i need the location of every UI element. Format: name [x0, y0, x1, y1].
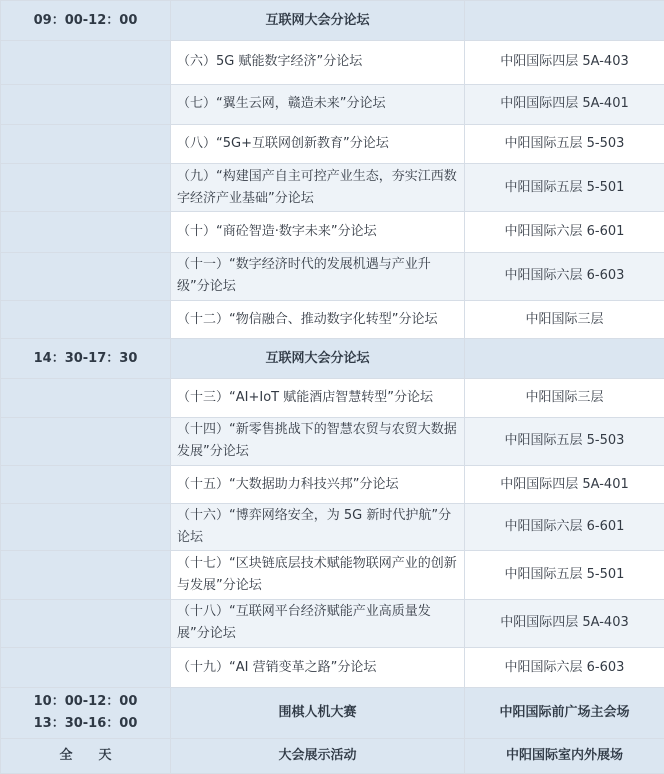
session-name: （十二）“物信融合、推动数字化转型”分论坛 [171, 300, 465, 338]
time-slot-text: 全 天 [59, 747, 112, 763]
session-venue: 中阳国际三层 [465, 379, 664, 417]
time-slot-spacer [1, 41, 171, 84]
session-venue: 中阳国际五层 5-503 [465, 417, 664, 465]
session-row [1, 504, 664, 551]
session-row [1, 124, 664, 163]
time-slot-text: 13：30-16：00 [33, 715, 138, 731]
session-name: （十）“商砼智造·数字未来”分论坛 [171, 212, 465, 252]
session-name: （十七）“区块链底层技术赋能物联网产业的创新与发展”分论坛 [171, 551, 465, 599]
time-slot-spacer [1, 252, 171, 300]
session-venue: 中阳国际四层 5A-401 [465, 84, 664, 124]
block-title: 互联网大会分论坛 [171, 339, 465, 379]
session-venue: 中阳国际五层 5-501 [465, 551, 664, 599]
time-slot-spacer [1, 164, 171, 212]
session-row [1, 648, 664, 688]
venue-cell-empty [465, 1, 664, 41]
session-row [1, 551, 664, 599]
session-name: （十六）“博弈网络安全，为 5G 新时代护航”分论坛 [171, 504, 465, 551]
time-slot-spacer [1, 648, 171, 688]
session-name: （十八）“互联网平台经济赋能产业高质量发展”分论坛 [171, 599, 465, 647]
time-slot-spacer [1, 84, 171, 124]
time-slot-spacer [1, 124, 171, 163]
time-slot [1, 1, 171, 41]
event-row-exhibition [1, 738, 664, 773]
session-row [1, 417, 664, 465]
session-row [1, 164, 664, 212]
session-venue: 中阳国际三层 [465, 300, 664, 338]
session-row [1, 252, 664, 300]
event-venue: 中阳国际室内外展场 [465, 738, 664, 773]
time-slot [1, 688, 171, 738]
session-name: （七）“翼生云网，赣造未来”分论坛 [171, 84, 465, 124]
event-venue: 中阳国际前广场主会场 [465, 688, 664, 738]
event-title: 围棋人机大赛 [171, 688, 465, 738]
time-slot-spacer [1, 417, 171, 465]
session-venue: 中阳国际六层 6-603 [465, 648, 664, 688]
session-row [1, 599, 664, 647]
time-slot-spacer [1, 465, 171, 503]
session-name: （六）5G 赋能数字经济”分论坛 [171, 41, 465, 84]
block-header-row [1, 339, 664, 379]
session-name: （九）“构建国产自主可控产业生态，夯实江西数字经济产业基础”分论坛 [171, 164, 465, 212]
session-name: （十一）“数字经济时代的发展机遇与产业升级”分论坛 [171, 252, 465, 300]
session-name: （八）“5G+互联网创新教育”分论坛 [171, 124, 465, 163]
session-venue: 中阳国际六层 6-601 [465, 504, 664, 551]
session-name: （十五）“大数据助力科技兴邦”分论坛 [171, 465, 465, 503]
schedule-body [1, 1, 664, 774]
session-row [1, 379, 664, 417]
event-row-go [1, 688, 664, 738]
session-venue: 中阳国际六层 6-601 [465, 212, 664, 252]
session-name: （十三）“AI+IoT 赋能酒店智慧转型”分论坛 [171, 379, 465, 417]
session-row [1, 465, 664, 503]
time-slot-spacer [1, 599, 171, 647]
session-name: （十四）“新零售挑战下的智慧农贸与农贸大数据发展”分论坛 [171, 417, 465, 465]
event-title: 大会展示活动 [171, 738, 465, 773]
time-slot [1, 738, 171, 773]
time-slot-text: 14：30-17：30 [33, 350, 138, 366]
time-slot-text: 09：00-12：00 [33, 12, 138, 28]
time-slot-spacer [1, 300, 171, 338]
block-header-row [1, 1, 664, 41]
block-title: 互联网大会分论坛 [171, 1, 465, 41]
time-slot-text: 10：00-12：00 [33, 693, 138, 709]
session-venue: 中阳国际四层 5A-403 [465, 41, 664, 84]
session-venue: 中阳国际五层 5-503 [465, 124, 664, 163]
time-slot [1, 339, 171, 379]
session-row [1, 41, 664, 84]
session-venue: 中阳国际四层 5A-403 [465, 599, 664, 647]
session-row [1, 84, 664, 124]
session-venue: 中阳国际四层 5A-401 [465, 465, 664, 503]
session-row [1, 212, 664, 252]
venue-cell-empty [465, 339, 664, 379]
session-venue: 中阳国际六层 6-603 [465, 252, 664, 300]
session-name: （十九）“AI 营销变革之路”分论坛 [171, 648, 465, 688]
time-slot-spacer [1, 504, 171, 551]
time-slot-spacer [1, 551, 171, 599]
time-slot-spacer [1, 212, 171, 252]
session-row [1, 300, 664, 338]
session-venue: 中阳国际五层 5-501 [465, 164, 664, 212]
time-slot-spacer [1, 379, 171, 417]
